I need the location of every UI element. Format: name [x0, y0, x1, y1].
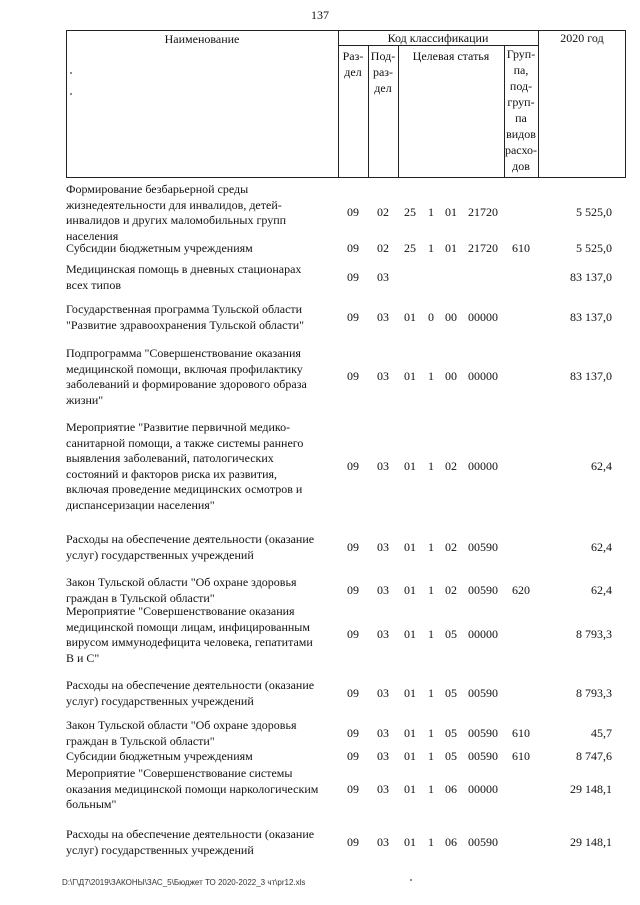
amount-cell: 5 525,0: [576, 205, 612, 219]
podrazdel-cell: 03: [377, 459, 389, 473]
row-name: [66, 827, 342, 858]
header-group-line: под-: [509, 79, 533, 93]
row-name-line: Субсидии бюджетным учреждениям: [66, 241, 253, 255]
row-name-line: больным": [66, 797, 117, 811]
expense-group-cell: 610: [512, 241, 530, 255]
target-direction-cell: 00590: [468, 749, 498, 763]
target-program-cell: 01: [404, 540, 416, 554]
amount-cell: 83 137,0: [570, 310, 612, 324]
target-event-cell: 05: [445, 627, 457, 641]
row-name-line: выявления заболеваний, патологических: [66, 451, 274, 465]
amount-cell: 45,7: [591, 726, 612, 740]
amount-cell: 29 148,1: [570, 835, 612, 849]
header-razdel-line: Раз-: [342, 49, 364, 63]
row-name: [66, 302, 342, 333]
amount-cell: 62,4: [591, 459, 612, 473]
target-event-cell: 05: [445, 749, 457, 763]
scan-speck: [70, 93, 72, 95]
row-name: [66, 532, 342, 563]
target-subprogram-cell: 1: [428, 241, 434, 255]
row-name-line: Мероприятие "Совершенствование системы: [66, 766, 293, 780]
amount-cell: 29 148,1: [570, 782, 612, 796]
target-subprogram-cell: 1: [428, 835, 434, 849]
row-name: [66, 718, 342, 749]
target-direction-cell: 00000: [468, 782, 498, 796]
expense-group-cell: 610: [512, 726, 530, 740]
header-podrazdel-line: раз-: [372, 65, 394, 79]
header-group-line: груп-: [507, 95, 535, 109]
amount-cell: 62,4: [591, 540, 612, 554]
header-left-border: [66, 30, 67, 178]
row-name-line: заболеваний и формирование здорового образа: [66, 377, 307, 391]
target-subprogram-cell: 1: [428, 583, 434, 597]
razdel-cell: 09: [347, 782, 359, 796]
target-event-cell: 06: [445, 835, 457, 849]
target-subprogram-cell: 1: [428, 726, 434, 740]
header-group-line: расхо-: [504, 143, 538, 157]
row-name-line: Субсидии бюджетным учреждениям: [66, 749, 253, 763]
row-name-line: граждан в Тульской области": [66, 733, 215, 748]
target-direction-cell: 00590: [468, 583, 498, 597]
header-group: [504, 46, 538, 174]
amount-cell: 62,4: [591, 583, 612, 597]
target-program-cell: 01: [404, 782, 416, 796]
row-name-line: "Развитие здравоохранения Тульской области": [66, 317, 305, 332]
row-name-line: Государственная программа Тульской области: [66, 302, 303, 316]
razdel-cell: 09: [347, 241, 359, 255]
podrazdel-cell: 02: [377, 205, 389, 219]
amount-cell: 83 137,0: [570, 270, 612, 284]
target-direction-cell: 00590: [468, 540, 498, 554]
expense-group-cell: 620: [512, 583, 530, 597]
target-subprogram-cell: 1: [428, 459, 434, 473]
razdel-cell: 09: [347, 686, 359, 700]
razdel-cell: 09: [347, 369, 359, 383]
header-group-line: па: [515, 111, 527, 125]
amount-cell: 83 137,0: [570, 369, 612, 383]
target-event-cell: 05: [445, 686, 457, 700]
razdel-cell: 09: [347, 583, 359, 597]
amount-cell: 5 525,0: [576, 241, 612, 255]
row-name-line: включая проведение медицинских осмотров и: [66, 482, 303, 496]
row-name-line: жизнедеятельности для инвалидов, детей-: [66, 197, 282, 212]
target-event-cell: 02: [445, 540, 457, 554]
expense-group-cell: 610: [512, 749, 530, 763]
header-sep-year: [538, 30, 539, 178]
row-name-line: оказания медицинской помощи наркологическим: [66, 781, 319, 796]
header-podrazdel-line: дел: [374, 81, 392, 95]
amount-cell: 8 793,3: [576, 686, 612, 700]
row-name-line: санитарной помощи, а также системы раннего: [66, 435, 304, 450]
header-group-line: дов: [512, 159, 530, 173]
target-program-cell: 01: [404, 369, 416, 383]
header-razdel: [338, 48, 368, 80]
row-name-line: диспансеризации населения": [66, 497, 215, 512]
target-event-cell: 00: [445, 369, 457, 383]
target-direction-cell: 00000: [468, 459, 498, 473]
row-name-line: Подпрограмма "Совершенствование оказания: [66, 346, 301, 360]
header-right-border: [625, 30, 626, 178]
row-name-line: Закон Тульской области "Об охране здоровья: [66, 575, 297, 589]
target-program-cell: 25: [404, 241, 416, 255]
podrazdel-cell: 03: [377, 369, 389, 383]
razdel-cell: 09: [347, 205, 359, 219]
target-program-cell: 01: [404, 749, 416, 763]
header-razdel-line: дел: [344, 65, 362, 79]
row-name: [66, 575, 342, 606]
header-group-line: Груп-: [506, 47, 536, 61]
row-name: [66, 241, 342, 257]
row-name: [66, 604, 342, 666]
target-subprogram-cell: 1: [428, 369, 434, 383]
razdel-cell: 09: [347, 835, 359, 849]
podrazdel-cell: 03: [377, 270, 389, 284]
target-program-cell: 01: [404, 835, 416, 849]
header-classification: Код классификации: [387, 31, 489, 45]
target-subprogram-cell: 1: [428, 686, 434, 700]
podrazdel-cell: 02: [377, 241, 389, 255]
row-name-line: Расходы на обеспечение деятельности (оказание: [66, 827, 315, 841]
target-subprogram-cell: 1: [428, 782, 434, 796]
razdel-cell: 09: [347, 627, 359, 641]
target-program-cell: 01: [404, 310, 416, 324]
target-event-cell: 06: [445, 782, 457, 796]
target-program-cell: 01: [404, 583, 416, 597]
target-program-cell: 25: [404, 205, 416, 219]
target-program-cell: 01: [404, 627, 416, 641]
table-header: [66, 30, 626, 178]
row-name: [66, 262, 342, 293]
razdel-cell: 09: [347, 749, 359, 763]
podrazdel-cell: 03: [377, 310, 389, 324]
row-name-line: В и С": [66, 650, 100, 665]
target-direction-cell: 00590: [468, 726, 498, 740]
podrazdel-cell: 03: [377, 686, 389, 700]
target-subprogram-cell: 1: [428, 205, 434, 219]
file-path-footer: D:\Г\Д7\2019\ЗАКОНЫ\ЗАС_5\Бюджет ТО 2020-2022_3 чт\pr12.xls: [62, 878, 306, 887]
target-subprogram-cell: 1: [428, 749, 434, 763]
row-name: [66, 420, 342, 513]
target-program-cell: 01: [404, 726, 416, 740]
row-name-line: населения: [66, 228, 119, 243]
target-event-cell: 05: [445, 726, 457, 740]
podrazdel-cell: 03: [377, 749, 389, 763]
row-name-line: Закон Тульской области "Об охране здоровья: [66, 718, 297, 732]
razdel-cell: 09: [347, 310, 359, 324]
header-podrazdel: [368, 48, 398, 96]
page-number: 137: [311, 8, 329, 22]
razdel-cell: 09: [347, 459, 359, 473]
target-event-cell: 02: [445, 459, 457, 473]
row-name-line: Медицинская помощь в дневных стационарах: [66, 262, 302, 276]
row-name-line: медицинской помощи лицам, инфицированным: [66, 619, 310, 634]
header-year: 2020 год: [560, 31, 604, 45]
scan-speck: [410, 879, 412, 881]
target-direction-cell: 00000: [468, 310, 498, 324]
target-event-cell: 01: [445, 205, 457, 219]
header-sep-podrazdel: [398, 45, 399, 178]
target-event-cell: 00: [445, 310, 457, 324]
row-name-line: Формирование безбарьерной среды: [66, 182, 249, 196]
header-target: Целевая статья: [412, 49, 490, 63]
row-name: [66, 678, 342, 709]
header-bottom-border: [66, 177, 626, 178]
row-name-line: Мероприятие "Развитие первичной медико-: [66, 420, 291, 434]
amount-cell: 8 793,3: [576, 627, 612, 641]
row-name-line: Расходы на обеспечение деятельности (оказание: [66, 678, 315, 692]
header-group-line: па,: [513, 63, 529, 77]
header-group-line: видов: [506, 127, 536, 141]
amount-cell: 8 747,6: [576, 749, 612, 763]
row-name: [66, 182, 342, 244]
header-name: Наименование: [164, 32, 240, 46]
row-name-line: всех типов: [66, 277, 121, 292]
podrazdel-cell: 03: [377, 627, 389, 641]
target-program-cell: 01: [404, 686, 416, 700]
row-name-line: услуг) государственных учреждений: [66, 693, 254, 708]
target-direction-cell: 21720: [468, 205, 498, 219]
podrazdel-cell: 03: [377, 782, 389, 796]
target-direction-cell: 00590: [468, 686, 498, 700]
target-subprogram-cell: 1: [428, 627, 434, 641]
row-name-line: услуг) государственных учреждений: [66, 547, 254, 562]
target-program-cell: 01: [404, 459, 416, 473]
target-direction-cell: 00590: [468, 835, 498, 849]
row-name-line: состояний и факторов риска их развития,: [66, 466, 278, 481]
row-name: [66, 346, 342, 408]
razdel-cell: 09: [347, 540, 359, 554]
row-name-line: граждан в Тульской области": [66, 590, 215, 605]
row-name-line: Мероприятие "Совершенствование оказания: [66, 604, 295, 618]
row-name-line: услуг) государственных учреждений: [66, 842, 254, 857]
podrazdel-cell: 03: [377, 835, 389, 849]
row-name: [66, 766, 342, 813]
row-name-line: инвалидов и других маломобильных групп: [66, 213, 287, 227]
row-name-line: Расходы на обеспечение деятельности (оказание: [66, 532, 315, 546]
row-name-line: вирусом иммунодефицита человека, гепатитами: [66, 635, 313, 649]
target-subprogram-cell: 0: [428, 310, 434, 324]
scan-speck: [70, 72, 72, 74]
target-event-cell: 02: [445, 583, 457, 597]
target-direction-cell: 21720: [468, 241, 498, 255]
target-subprogram-cell: 1: [428, 540, 434, 554]
row-name-line: жизни": [66, 392, 104, 407]
header-podrazdel-line: Под-: [370, 49, 396, 63]
podrazdel-cell: 03: [377, 726, 389, 740]
target-direction-cell: 00000: [468, 627, 498, 641]
target-direction-cell: 00000: [468, 369, 498, 383]
razdel-cell: 09: [347, 270, 359, 284]
target-event-cell: 01: [445, 241, 457, 255]
podrazdel-cell: 03: [377, 540, 389, 554]
razdel-cell: 09: [347, 726, 359, 740]
row-name-line: медицинской помощи, включая профилактику: [66, 361, 303, 376]
podrazdel-cell: 03: [377, 583, 389, 597]
row-name: [66, 749, 342, 765]
